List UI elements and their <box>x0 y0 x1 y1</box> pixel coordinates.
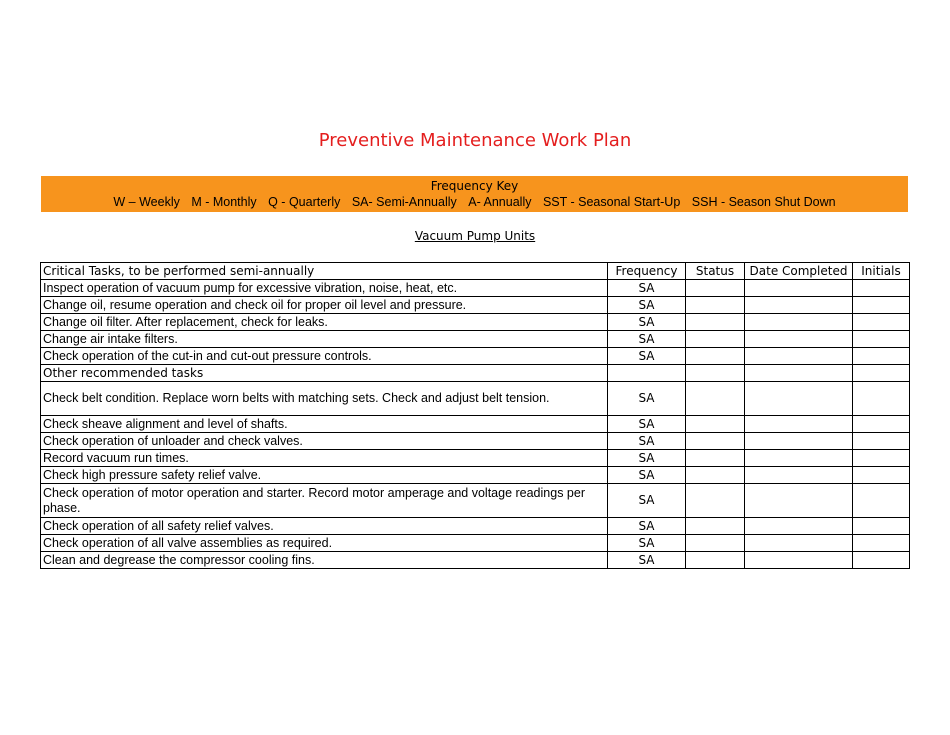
frequency-key-items <box>41 194 908 211</box>
task-cell: Record vacuum run times. <box>41 450 608 467</box>
table-row <box>41 331 910 348</box>
table-row <box>41 382 910 416</box>
header-initials: Initials <box>853 263 910 280</box>
status-cell[interactable] <box>686 382 745 416</box>
frequency-key-item: W – Weekly <box>113 195 180 209</box>
task-cell: Check operation of the cut-in and cut-out pressure controls. <box>41 348 608 365</box>
task-cell: Check belt condition. Replace worn belts with matching sets. Check and adjust belt tension. <box>41 382 608 416</box>
table-row <box>41 348 910 365</box>
frequency-key-item: Q - Quarterly <box>268 195 341 209</box>
header-date-completed: Date Completed <box>745 263 853 280</box>
table-row <box>41 450 910 467</box>
date-completed-cell[interactable] <box>745 297 853 314</box>
status-cell[interactable] <box>686 518 745 535</box>
frequency-cell: SA <box>608 314 686 331</box>
maintenance-task-table <box>40 262 910 569</box>
status-cell[interactable] <box>686 297 745 314</box>
table-row <box>41 484 910 518</box>
task-cell: Check high pressure safety relief valve. <box>41 467 608 484</box>
status-cell[interactable] <box>686 552 745 569</box>
status-cell[interactable] <box>686 467 745 484</box>
frequency-cell: SA <box>608 518 686 535</box>
task-cell: Check operation of all valve assemblies as required. <box>41 535 608 552</box>
date-completed-cell <box>745 365 853 382</box>
header-frequency: Frequency <box>608 263 686 280</box>
status-cell[interactable] <box>686 314 745 331</box>
date-completed-cell[interactable] <box>745 433 853 450</box>
initials-cell[interactable] <box>853 280 910 297</box>
header-task: Critical Tasks, to be performed semi-annually <box>41 263 608 280</box>
frequency-cell <box>608 365 686 382</box>
table-row <box>41 518 910 535</box>
frequency-cell: SA <box>608 297 686 314</box>
task-cell: Check sheave alignment and level of shafts. <box>41 416 608 433</box>
frequency-cell: SA <box>608 467 686 484</box>
task-cell: Check operation of motor operation and starter. Record motor amperage and voltage readings per phase. <box>41 484 608 518</box>
initials-cell[interactable] <box>853 331 910 348</box>
status-cell[interactable] <box>686 450 745 467</box>
task-cell: Change air intake filters. <box>41 331 608 348</box>
date-completed-cell[interactable] <box>745 280 853 297</box>
date-completed-cell[interactable] <box>745 450 853 467</box>
table-row <box>41 433 910 450</box>
table-header-row <box>41 263 910 280</box>
frequency-key-item: SSH - Season Shut Down <box>691 195 836 209</box>
task-cell: Inspect operation of vacuum pump for excessive vibration, noise, heat, etc. <box>41 280 608 297</box>
frequency-cell: SA <box>608 433 686 450</box>
date-completed-cell[interactable] <box>745 331 853 348</box>
frequency-cell: SA <box>608 450 686 467</box>
initials-cell[interactable] <box>853 450 910 467</box>
task-cell: Change oil, resume operation and check oil for proper oil level and pressure. <box>41 297 608 314</box>
frequency-key-item: M - Monthly <box>191 195 257 209</box>
initials-cell[interactable] <box>853 484 910 518</box>
status-cell[interactable] <box>686 535 745 552</box>
page-title: Preventive Maintenance Work Plan <box>318 130 632 151</box>
table-row <box>41 535 910 552</box>
initials-cell[interactable] <box>853 297 910 314</box>
status-cell[interactable] <box>686 484 745 518</box>
status-cell <box>686 365 745 382</box>
date-completed-cell[interactable] <box>745 348 853 365</box>
frequency-cell: SA <box>608 382 686 416</box>
frequency-key-item: SA- Semi-Annually <box>351 195 457 209</box>
task-cell: Check operation of unloader and check valves. <box>41 433 608 450</box>
frequency-key-item: SST - Seasonal Start-Up <box>542 195 681 209</box>
initials-cell[interactable] <box>853 518 910 535</box>
date-completed-cell[interactable] <box>745 314 853 331</box>
initials-cell[interactable] <box>853 348 910 365</box>
frequency-cell: SA <box>608 331 686 348</box>
frequency-cell: SA <box>608 348 686 365</box>
task-cell: Change oil filter. After replacement, check for leaks. <box>41 314 608 331</box>
date-completed-cell[interactable] <box>745 518 853 535</box>
initials-cell[interactable] <box>853 467 910 484</box>
table-row <box>41 297 910 314</box>
header-status: Status <box>686 263 745 280</box>
frequency-key-item: A- Annually <box>468 195 532 209</box>
frequency-cell: SA <box>608 416 686 433</box>
status-cell[interactable] <box>686 433 745 450</box>
initials-cell[interactable] <box>853 314 910 331</box>
section-label: Other recommended tasks <box>41 365 608 382</box>
section-subtitle: Vacuum Pump Units <box>414 229 536 243</box>
date-completed-cell[interactable] <box>745 416 853 433</box>
status-cell[interactable] <box>686 348 745 365</box>
initials-cell[interactable] <box>853 382 910 416</box>
frequency-key-banner <box>41 176 908 212</box>
date-completed-cell[interactable] <box>745 382 853 416</box>
initials-cell[interactable] <box>853 552 910 569</box>
status-cell[interactable] <box>686 416 745 433</box>
date-completed-cell[interactable] <box>745 467 853 484</box>
frequency-key-title: Frequency Key <box>430 179 519 193</box>
table-row <box>41 416 910 433</box>
status-cell[interactable] <box>686 331 745 348</box>
status-cell[interactable] <box>686 280 745 297</box>
initials-cell <box>853 365 910 382</box>
table-row <box>41 314 910 331</box>
section-row <box>41 365 910 382</box>
frequency-cell: SA <box>608 484 686 518</box>
frequency-cell: SA <box>608 535 686 552</box>
frequency-cell: SA <box>608 552 686 569</box>
table-row <box>41 552 910 569</box>
table-row <box>41 280 910 297</box>
table-row <box>41 467 910 484</box>
table-body <box>41 280 910 569</box>
date-completed-cell[interactable] <box>745 535 853 552</box>
initials-cell[interactable] <box>853 535 910 552</box>
initials-cell[interactable] <box>853 416 910 433</box>
task-cell: Clean and degrease the compressor cooling fins. <box>41 552 608 569</box>
date-completed-cell[interactable] <box>745 484 853 518</box>
task-cell: Check operation of all safety relief valves. <box>41 518 608 535</box>
date-completed-cell[interactable] <box>745 552 853 569</box>
frequency-cell: SA <box>608 280 686 297</box>
initials-cell[interactable] <box>853 433 910 450</box>
